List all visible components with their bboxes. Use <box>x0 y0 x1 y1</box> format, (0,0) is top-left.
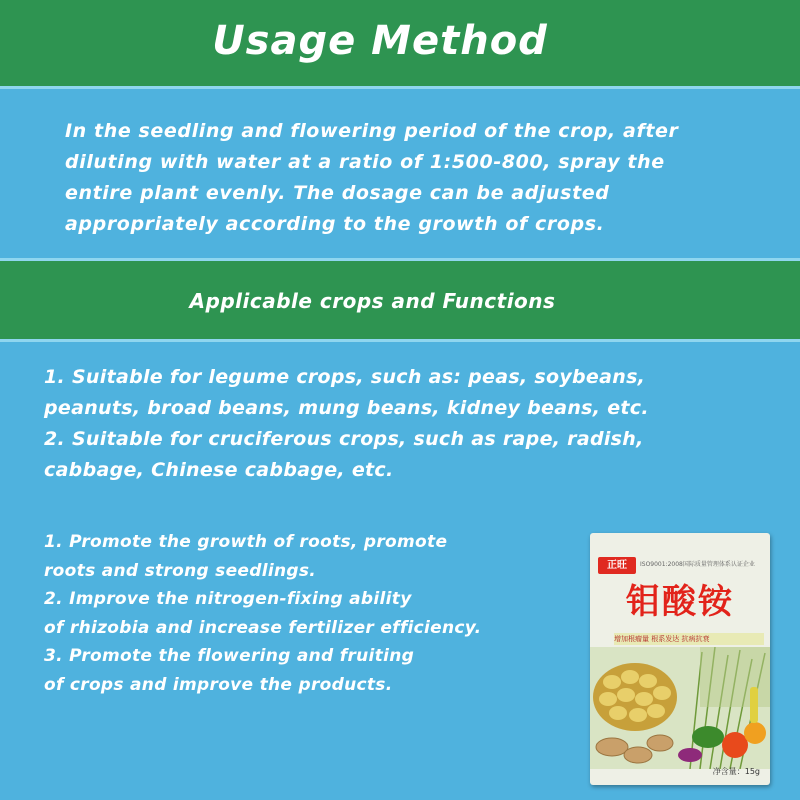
package-produce-illustration <box>590 647 770 769</box>
function-line: roots and strong seedlings. <box>44 560 317 581</box>
section-title: Applicable crops and Functions <box>189 289 556 313</box>
functions-text <box>44 528 481 699</box>
crops-text <box>44 362 649 486</box>
function-line: 1. Promote the growth of roots, promote <box>44 532 448 552</box>
usage-line: diluting with water at a ratio of 1:500-800, spray the <box>65 151 665 173</box>
package-certification-text: ISO9001:2008国际质量管理体系认证企业 <box>640 561 755 568</box>
usage-text <box>65 116 678 240</box>
crops-line: cabbage, Chinese cabbage, etc. <box>44 459 394 481</box>
usage-line: entire plant evenly. The dosage can be adjusted <box>65 182 610 204</box>
package-tagline: 增加根瘤量 根系发达 抗病抗衰 <box>614 633 764 645</box>
package-net-content: 净含量：15g <box>712 767 760 776</box>
function-line: of crops and improve the products. <box>44 674 393 695</box>
package-product-name: 钼酸铵 <box>626 582 734 622</box>
function-line: of rhizobia and increase fertilizer efficiency. <box>44 617 482 638</box>
crops-line: peanuts, broad beans, mung beans, kidney beans, etc. <box>44 397 649 419</box>
crops-line: 1. Suitable for legume crops, such as: peas, soybeans, <box>44 366 646 388</box>
page-title: Usage Method <box>212 18 548 64</box>
package-brand-badge: 正旺 <box>598 557 636 574</box>
usage-line: appropriately according to the growth of crops. <box>65 213 605 235</box>
product-package-image <box>590 533 770 785</box>
function-line: 2. Improve the nitrogen-fixing ability <box>44 589 412 609</box>
crops-line: 2. Suitable for cruciferous crops, such as rape, radish, <box>44 428 644 450</box>
usage-line: In the seedling and flowering period of the crop, after <box>65 120 679 142</box>
function-line: 3. Promote the flowering and fruiting <box>44 646 415 666</box>
